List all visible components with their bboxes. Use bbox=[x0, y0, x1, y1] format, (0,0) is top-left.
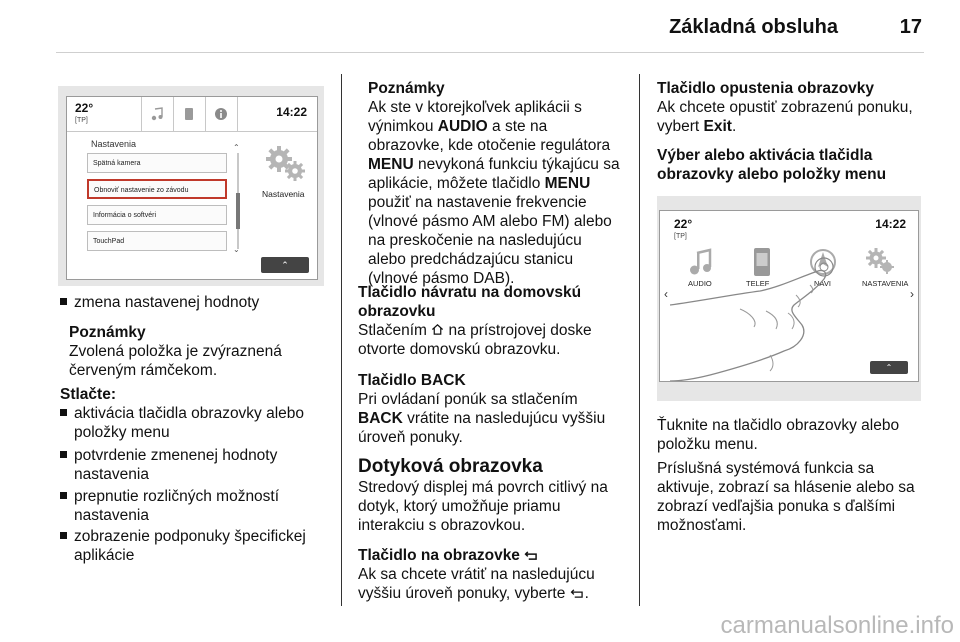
bullet-text: nastavenia bbox=[74, 466, 149, 483]
app-label-settings[interactable]: NASTAVENIA bbox=[862, 279, 909, 288]
note-line: obrazovke, kde otočenie regulátora bbox=[368, 137, 611, 154]
bullet-text: zobrazenie podponuky špecifickej bbox=[74, 528, 306, 545]
info-icon[interactable] bbox=[214, 107, 228, 121]
status-bar bbox=[67, 97, 317, 132]
body-line: položku menu. bbox=[657, 436, 758, 453]
app-label-audio[interactable]: AUDIO bbox=[688, 279, 712, 288]
bullet-square-icon bbox=[60, 492, 67, 499]
body-line: úroveň ponuky. bbox=[358, 429, 463, 446]
bullet-text: prepnutie rozličných možností bbox=[74, 488, 280, 505]
back-arrow-icon bbox=[570, 588, 585, 599]
header-divider bbox=[56, 52, 924, 53]
temperature: 22° bbox=[674, 217, 693, 231]
home-window bbox=[659, 210, 919, 382]
settings-app-label: Nastavenia bbox=[262, 189, 305, 199]
chevron-up-icon[interactable]: ⌃ bbox=[870, 361, 908, 374]
tab-divider bbox=[141, 97, 142, 131]
phone-icon[interactable] bbox=[182, 107, 196, 121]
note-line: Ak ste v ktorejkoľvek aplikácii s bbox=[368, 99, 582, 116]
menu-item-factory-reset[interactable]: Obnoviť nastavenie zo závodu bbox=[87, 179, 227, 199]
body-line: zobrazí vedľajšia ponuka s ďalšími bbox=[657, 498, 896, 515]
section-heading: Tlačidlo BACK bbox=[358, 372, 466, 389]
bullet-square-icon bbox=[60, 532, 67, 539]
home-icon bbox=[431, 323, 444, 336]
section-heading: Výber alebo aktivácia tlačidla bbox=[657, 147, 873, 164]
section-heading: Tlačidlo návratu na domovskú bbox=[358, 284, 582, 301]
section-heading-large: Dotyková obrazovka bbox=[358, 456, 543, 477]
gears-icon bbox=[263, 141, 309, 187]
press-heading: Stlačte: bbox=[60, 386, 116, 403]
bullet-text: zmena nastavenej hodnoty bbox=[74, 294, 260, 311]
bullet-square-icon bbox=[60, 451, 67, 458]
tab-divider bbox=[237, 97, 238, 131]
settings-title: Nastavenia bbox=[91, 139, 137, 149]
bullet-text: aplikácie bbox=[74, 547, 135, 564]
note-line: použiť na nastavenie frekvencie bbox=[368, 194, 587, 211]
chevron-left-icon[interactable]: ‹ bbox=[664, 287, 668, 301]
menu-item-rear-camera[interactable]: Spätná kamera bbox=[87, 153, 227, 173]
bullet-text: potvrdenie zmenenej hodnoty bbox=[74, 447, 278, 464]
note-line: alebo predchádzajúcu stanicu bbox=[368, 251, 574, 268]
note-line: výnimkou AUDIO a ste na bbox=[368, 118, 548, 135]
note-line: Zvolená položka je zvýraznená bbox=[69, 343, 282, 360]
body-line: dotyk, ktorý umožňuje priamu bbox=[358, 498, 561, 515]
page-header bbox=[0, 0, 960, 52]
watermark: carmanualsonline.info bbox=[720, 612, 954, 639]
column-divider-1 bbox=[341, 74, 342, 606]
app-label-navi[interactable]: NAVI bbox=[814, 279, 831, 288]
note-line: (vlnové pásmo AM alebo FM) alebo bbox=[368, 213, 612, 230]
body-line: Ak chcete opustiť zobrazenú ponuku, bbox=[657, 99, 913, 116]
clock: 14:22 bbox=[875, 217, 906, 231]
menu-item-software-info[interactable]: Informácia o softvéri bbox=[87, 205, 227, 225]
tab-divider bbox=[205, 97, 206, 131]
chevron-up-icon[interactable]: ⌃ bbox=[261, 257, 309, 273]
settings-window bbox=[66, 96, 318, 280]
body-line: Príslušná systémová funkcia sa bbox=[657, 460, 875, 477]
bullet-square-icon bbox=[60, 298, 67, 305]
section-heading: Tlačidlo na obrazovke bbox=[358, 546, 539, 565]
scroll-down-icon[interactable]: ⌄ bbox=[233, 245, 240, 254]
clock: 14:22 bbox=[276, 105, 307, 119]
body-line: Stredový displej má povrch citlivý na bbox=[358, 479, 608, 496]
tp-indicator: [TP] bbox=[674, 233, 687, 240]
chevron-right-icon[interactable]: › bbox=[910, 287, 914, 301]
tab-divider bbox=[173, 97, 174, 131]
bullet-text: položky menu bbox=[74, 424, 170, 441]
body-line: vybert Exit. bbox=[657, 118, 737, 135]
body-line: Ťuknite na tlačidlo obrazovky alebo bbox=[657, 417, 900, 434]
note-line: aplikácie, môžete tlačidlo MENU bbox=[368, 175, 591, 192]
body-line: Ak sa chcete vrátiť na nasledujúcu bbox=[358, 566, 595, 583]
menu-item-touchpad[interactable]: TouchPad bbox=[87, 231, 227, 251]
body-line: Stlačením na prístrojovej doske bbox=[358, 322, 592, 339]
temperature: 22° bbox=[75, 101, 94, 115]
app-label-phone[interactable]: TELEF bbox=[746, 279, 770, 288]
note-line: na preskočenie na nasledujúcu bbox=[368, 232, 582, 249]
body-line: Pri ovládaní ponúk sa stlačením bbox=[358, 391, 578, 408]
section-heading: Tlačidlo opustenia obrazovky bbox=[657, 80, 875, 97]
section-heading: obrazovku bbox=[358, 303, 436, 320]
tp-indicator: [TP] bbox=[75, 117, 88, 124]
body-line: možnosťami. bbox=[657, 517, 747, 534]
scroll-thumb[interactable] bbox=[236, 193, 240, 229]
bullet-text: aktivácia tlačidla obrazovky alebo bbox=[74, 405, 305, 422]
bullet-text: nastavenia bbox=[74, 507, 149, 524]
body-line: interakciu s obrazovkou. bbox=[358, 517, 526, 534]
bullet-square-icon bbox=[60, 409, 67, 416]
body-line: otvorte domovskú obrazovku. bbox=[358, 341, 561, 358]
music-icon[interactable] bbox=[150, 107, 164, 121]
home-screen-illustration bbox=[657, 196, 921, 401]
page-number: 17 bbox=[899, 16, 922, 38]
page-title: Základná obsluha bbox=[669, 16, 838, 38]
body-line: BACK vrátite na nasledujúcu vyššiu bbox=[358, 410, 606, 427]
section-heading: obrazovky alebo položky menu bbox=[657, 166, 887, 183]
note-title: Poznámky bbox=[69, 324, 146, 341]
note-title: Poznámky bbox=[368, 80, 445, 97]
body-line: vyššiu úroveň ponuky, vyberte . bbox=[358, 585, 589, 602]
note-line: (vlnové pásmo DAB). bbox=[368, 270, 515, 287]
note-line: červeným rámčekom. bbox=[69, 362, 218, 379]
body-line: aktivuje, zobrazí sa hlásenie alebo sa bbox=[657, 479, 915, 496]
hand-pointer-icon bbox=[670, 255, 870, 381]
column-divider-2 bbox=[639, 74, 640, 606]
settings-screen-illustration bbox=[58, 86, 324, 286]
back-arrow-icon bbox=[524, 550, 539, 561]
scroll-up-icon[interactable]: ⌃ bbox=[233, 143, 240, 152]
note-line: MENU nevykoná funkciu týkajúcu sa bbox=[368, 156, 620, 173]
